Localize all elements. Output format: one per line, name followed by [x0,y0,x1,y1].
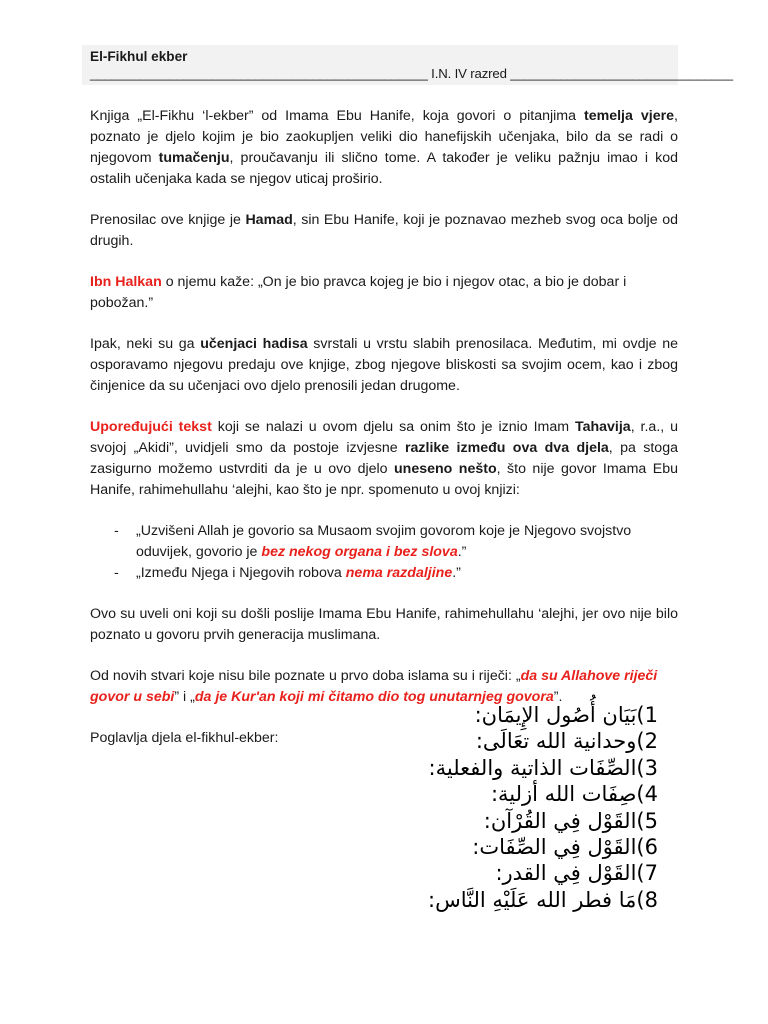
paragraph-chapters-intro: Poglavlja djela el-fikhul-ekber: [90,730,279,746]
student-class-line: _______________________________________________ I.N. IV razred _______________________________ [90,66,733,81]
arabic-chapter-list [428,702,658,913]
paragraph-later-additions: Ovo su uveli oni koji su došli poslije Imama Ebu Hanife, rahimehullahu ‘alejhi, jer ovo nije bilo poznato u govoru prvih generacija muslimana. [90,606,678,643]
list-item: 7)القَوْل فِي القدر: [495,861,658,886]
paragraph-transmitter: Prenosilac ove knjige je Hamad, sin Ebu Hanife, koji je poznavao mezheb svog oca bolje od drugih. [90,212,678,249]
list-item: 3)الصِّفَات الذاتية والفعلية: [428,755,658,780]
list-item: 6)القَوْل فِي الصِّفَات: [472,834,658,859]
quote-list [90,521,678,584]
list-item: 4)صِفَات الله أزلية: [490,782,658,807]
paragraph-comparison: Upoređujući tekst koji se nalazi u ovom djelu sa onim što je iznio Imam Tahavija, r.a., u svojoj „Akidi”, uvidjeli smo da postoje izvjesne razlike između ova dva djela, pa stoga zasigurno možemo ustvrditi da je u ovo djelo uneseno nešto, što nije govor Imama Ebu Hanife, rahimehullahu ‘alejhi, kao što je npr. spomenuto u ovoj knjizi: [90,419,679,498]
list-item: 2)وحدانية الله تعَالَى: [475,729,658,754]
paragraph-new-things: Od novih stvari koje nisu bile poznate u prvo doba islama su i riječi: „da su Allahove riječi govor u sebi” i „da je Kur'an koji mi čitamo dio tog unutarnjeg govora”. [90,668,658,705]
document-body [90,106,678,769]
list-item: 8)مَا فطر الله عَلَيْهِ النَّاس: [428,887,658,912]
document-title: El-Fikhul ekber [90,49,188,64]
list-item: - „Između Njega i Njegovih robova nema razdaljine.” [114,565,461,581]
list-item: 1)بَيَان أُصُول الإِيمَان: [474,703,658,727]
paragraph-hadith-scholars: Ipak, neki su ga učenjaci hadisa svrstali u vrstu slabih prenosilaca. Međutim, mi ovdje ne osporavamo njegovu predaju ove knjige, zbog njegove bliskosti sa svojim ocem, kao i zbog činjenice da su učenjaci ovo djelo prenosili jedan drugome. [90,336,678,394]
paragraph-ibn-halkan: Ibn Halkan o njemu kaže: „On je bio pravca kojeg je bio i njegov otac, a bio je dobar i pobožan.” [90,274,627,311]
list-item: - „Uzvišeni Allah je govorio sa Musaom svojim govorom koje je Njegovo svojstvo oduvijek, govorio je bez nekog organa i bez slova.” [114,523,632,560]
paragraph-intro: Knjiga „El-Fikhu ‘l-ekber” od Imama Ebu Hanife, koja govori o pitanjima temelja vjere, poznato je djelo kojim je bio zaokupljen veliki dio hanefijskih učenjaka, bilo da se radi o njegovom tumačenju, proučavanju ili slično tome. A također je veliku pažnju imao i kod ostalih učenjaka kada se njegov uticaj proširio. [90,108,678,187]
document-header [82,45,733,85]
list-item: 5)القَوْل فِي القُرْآن: [483,808,658,833]
